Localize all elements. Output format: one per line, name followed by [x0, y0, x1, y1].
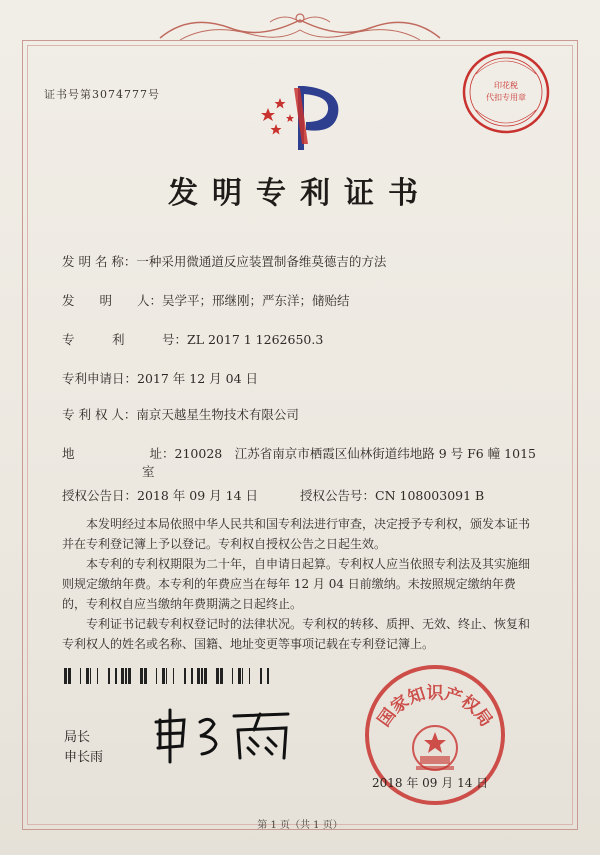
inventor-label: 发 明 人： [62, 293, 163, 308]
address-row [62, 444, 536, 462]
address-label: 地 址： [62, 446, 175, 461]
grant-date-label: 授权公告日： [62, 488, 138, 503]
invention-name-row [62, 252, 386, 270]
director-title: 局长 [64, 730, 91, 745]
seal-date: 2018 年 09 月 14 日 [372, 776, 489, 790]
svg-text:国家知识产权局 [374, 683, 496, 730]
director-name: 申长雨 [64, 750, 104, 765]
body-paragraph-3: 专利证书记载专利权登记时的法律状况。专利权的转移、质押、无效、终止、恢复和专利权人的姓名或名称、国籍、地址变更等事项记载在专利登记簿上。 [62, 617, 531, 651]
grant-date-value: 2018 年 09 月 14 日 [137, 488, 259, 503]
filing-date-label: 专利申请日： [62, 371, 138, 386]
patent-number-label: 专 利 号： [62, 332, 188, 347]
inventor-value: 吴学平；邢继刚；严东洋；储贻结 [162, 293, 350, 308]
grant-number-row [300, 486, 484, 504]
tax-seal-stamp [458, 44, 554, 140]
patentee-row [62, 405, 299, 423]
svg-text:印花税: 印花税 [494, 81, 518, 90]
body-paragraph-2: 本专利的专利权期限为二十年，自申请日起算。专利权人应当依照专利法及其实施细则规定缴纳年费。本专利的年费应当在每年 12 月 04 日前缴纳。未按照规定缴纳年费的，专利权自应当缴纳年费期满之日起终止。 [62, 557, 531, 611]
director-signature [150, 700, 300, 770]
patentee-label: 专 利 权 人： [62, 407, 137, 422]
inventor-row [62, 291, 350, 309]
page-number: 第 1 页（共 1 页） [257, 820, 343, 831]
grant-number-value: CN 108003091 B [375, 488, 485, 503]
filing-date-row [62, 369, 258, 387]
certificate-number: 证书号第3074777号 [44, 88, 160, 101]
body-paragraph-1: 本发明经过本局依照中华人民共和国专利法进行审查，决定授予专利权，颁发本证书并在专利登记簿上予以登记。专利权自授权公告之日起生效。 [62, 517, 531, 551]
patent-number-value: ZL 2017 1 1262650.3 [187, 332, 324, 347]
invention-name-value: 一种采用微通道反应装置制备维莫德吉的方法 [136, 254, 387, 269]
address-line2: 室 [142, 464, 155, 479]
grant-number-label: 授权公告号： [300, 488, 376, 503]
invention-name-label: 发 明 名 称： [62, 254, 137, 269]
seal-text: 国家知识产权局 [374, 683, 496, 731]
filing-date-value: 2017 年 12 月 04 日 [137, 371, 259, 386]
patent-number-row [62, 330, 323, 348]
patentee-value: 南京天越星生物技术有限公司 [136, 407, 299, 422]
svg-text:代扣专用章: 代扣专用章 [486, 93, 526, 102]
page-title: 发明专利证书 [168, 176, 432, 211]
cnipa-logo [250, 78, 360, 158]
grant-date-row [62, 486, 258, 504]
barcode [64, 668, 274, 684]
address-value: 210028 江苏省南京市栖霞区仙林街道纬地路 9 号 F6 幢 1015 [174, 446, 536, 461]
